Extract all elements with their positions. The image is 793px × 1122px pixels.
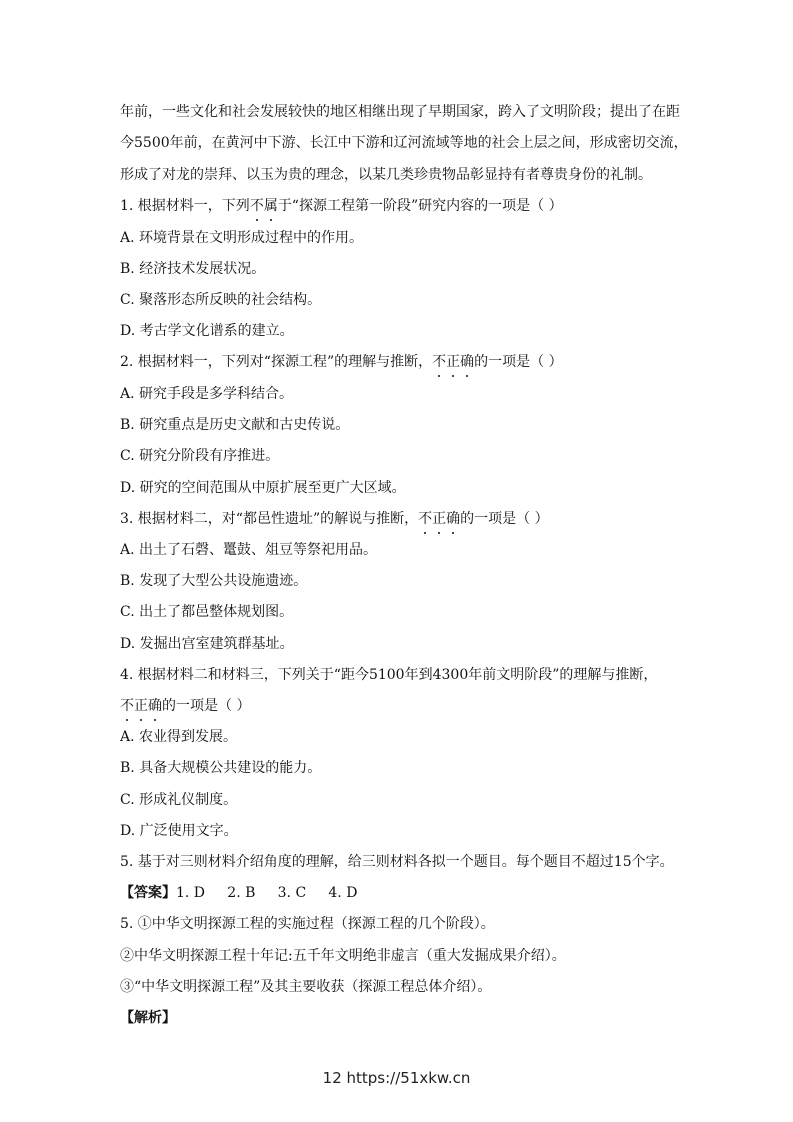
intro-line: 形成了对龙的崇拜、以玉为贵的理念，以某几类珍贵物品彰显持有者尊贵身份的礼制。 xyxy=(120,167,652,183)
q4-option-b: B. 具备大规模公共建设的能力。 xyxy=(120,760,322,776)
emphasis-char: 不 xyxy=(249,198,264,214)
q3-option-c: C. 出土了都邑整体规划图。 xyxy=(120,604,294,620)
question-4: 4. 根据材料二和材料三，下列关于“距今5100年到4300年前文明阶段”的理解与推断， xyxy=(120,667,658,683)
q3-option-d: D. 发掘出宫室建筑群基址。 xyxy=(120,636,294,652)
emphasis-char: 不 xyxy=(418,511,433,527)
q2-option-d: D. 研究的空间范围从中原扩展至更广大区域。 xyxy=(120,480,406,496)
intro-line: 今5500年前，在黄河中下游、长江中下游和辽河流域等地的社会上层之间，形成密切交流， xyxy=(120,135,688,151)
question-4-continued: 不正确的一项是（ ） xyxy=(120,698,251,714)
q3-option-a: A. 出土了石磬、鼍鼓、俎豆等祭祀用品。 xyxy=(120,542,378,558)
q2-option-b: B. 研究重点是历史文献和古史传说。 xyxy=(120,417,350,433)
q1-option-d: D. 考古学文化谱系的建立。 xyxy=(120,323,294,339)
q4-option-d: D. 广泛使用文字。 xyxy=(120,823,238,839)
question-2: 2. 根据材料一，下列对“探源工程”的理解与推断，不正确的一项是（ ） xyxy=(120,354,563,370)
answer-choices: 1. D 2. B 3. C 4. D xyxy=(176,885,358,901)
answer-label: 【答案】 xyxy=(120,885,176,901)
intro-line: 年前，一些文化和社会发展较快的地区相继出现了早期国家，跨入了文明阶段；提出了在距 xyxy=(120,104,680,120)
question-1: 1. 根据材料一，下列不属于“探源工程第一阶段”研究内容的一项是（ ） xyxy=(120,198,563,214)
emphasis-char: 正 xyxy=(446,354,461,370)
emphasis-char: 正 xyxy=(432,511,447,527)
page-footer: 12 https://51xkw.cn xyxy=(322,1069,471,1087)
answer-item: ③“中华文明探源工程”及其主要收获（探源工程总体介绍）。 xyxy=(120,979,492,995)
emphasis-char: 正 xyxy=(134,698,148,714)
analysis-label: 【解析】 xyxy=(120,1010,176,1026)
emphasis-char: 确 xyxy=(148,698,162,714)
answer-line xyxy=(120,883,357,903)
question-5: 5. 基于对三则材料介绍角度的理解，给三则材料各拟一个题目。每个题目不超过15个字。 xyxy=(120,854,674,870)
emphasis-char: 属 xyxy=(263,198,278,214)
q3-option-b: B. 发现了大型公共设施遗迹。 xyxy=(120,573,308,589)
question-3: 3. 根据材料二，对“都邑性遗址”的解说与推断，不正确的一项是（ ） xyxy=(120,511,549,527)
q4-option-a: A. 农业得到发展。 xyxy=(120,729,238,745)
q2-option-c: C. 研究分阶段有序推进。 xyxy=(120,448,280,464)
q2-option-a: A. 研究手段是多学科结合。 xyxy=(120,386,294,402)
answer-item: 5. ①中华文明探源工程的实施过程（探源工程的几个阶段）。 xyxy=(120,916,495,932)
emphasis-char: 确 xyxy=(446,511,461,527)
emphasis-char: 不 xyxy=(120,698,134,714)
emphasis-char: 不 xyxy=(432,354,447,370)
q4-option-c: C. 形成礼仪制度。 xyxy=(120,792,238,808)
answer-item: ②中华文明探源工程十年记:五千年文明绝非虚言（重大发掘成果介绍）。 xyxy=(120,948,566,964)
q1-option-c: C. 聚落形态所反映的社会结构。 xyxy=(120,292,322,308)
q1-option-b: B. 经济技术发展状况。 xyxy=(120,261,266,277)
emphasis-char: 确 xyxy=(460,354,475,370)
q1-option-a: A. 环境背景在文明形成过程中的作用。 xyxy=(120,230,364,246)
